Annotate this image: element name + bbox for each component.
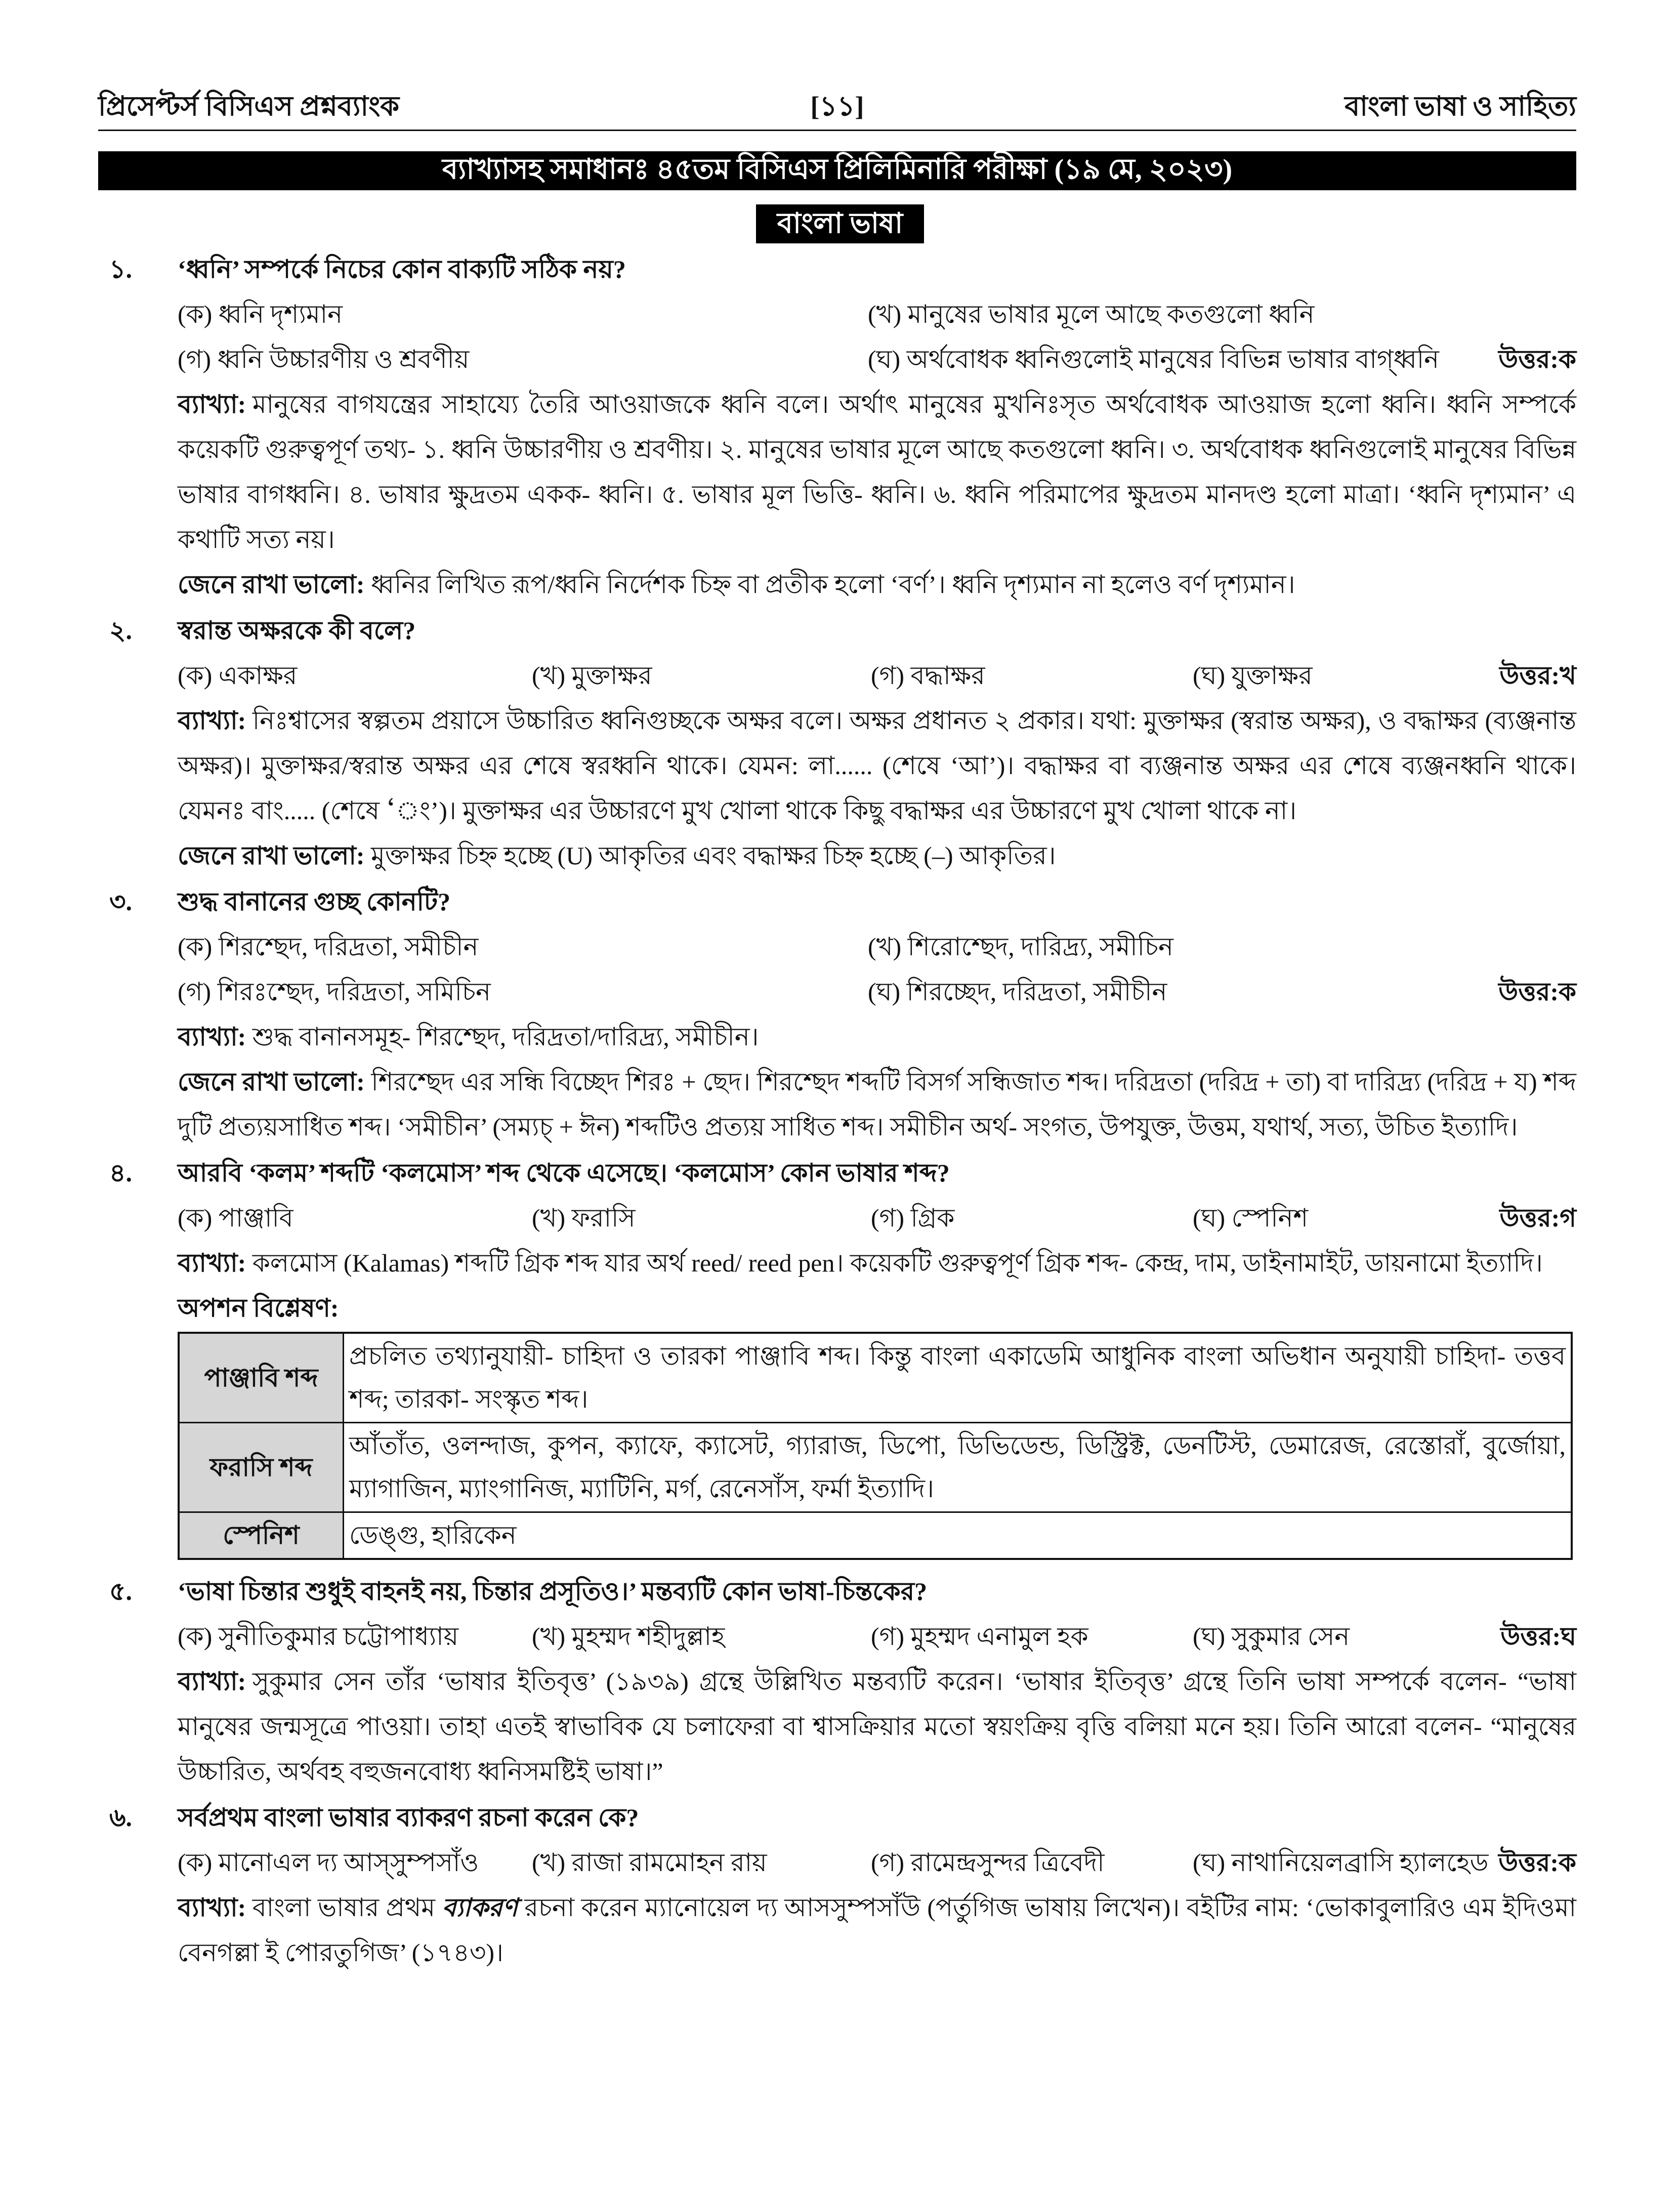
option-kha: (খ) রাজা রামমোহন রায়: [532, 1848, 767, 1877]
question-text: ‘ধ্বনি’ সম্পর্কে নিচের কোন বাক্যটি সঠিক নয়?: [178, 255, 626, 283]
answer: উত্তর:খ: [1499, 661, 1576, 690]
option-analysis-table: [178, 1332, 1573, 1560]
question-row: [98, 879, 1576, 924]
explanation-text-after: রচনা করেন ম্যানোয়েল দ্য আসসুম্পসাঁউ (পর্তুগিজ ভাষায় লিখেন)। বইটির নাম: ‘ভোকাবুলারিও এম ইদিওমা বেনগল্লা ই পোরতুগিজ’ (১৭৪৩)।: [178, 1893, 1576, 1967]
option-ga: (গ) বদ্ধাক্ষর: [871, 661, 985, 690]
question-block-5: [98, 1569, 1576, 1794]
section-heading-wrap: [0, 204, 1680, 243]
option-kha: (খ) ফরাসি: [532, 1204, 636, 1232]
option-gha: (ঘ) নাথানিয়েলব্রাসি হ্যালহেড: [1193, 1848, 1489, 1877]
explanation-label: ব্যাখ্যা:: [178, 1667, 246, 1696]
explanation-label: ব্যাখ্যা:: [178, 706, 246, 735]
explanation-label: ব্যাখ্যা:: [178, 1893, 246, 1922]
option-ka: (ক) সুনীতিকুমার চট্টোপাধ্যায়: [178, 1622, 459, 1651]
question-text: সর্বপ্রথম বাংলা ভাষার ব্যাকরণ রচনা করেন কে?: [178, 1803, 639, 1832]
option-kha: (খ) মুহম্মদ শহীদুল্লাহ: [532, 1622, 725, 1651]
question-number: ৩.: [109, 887, 133, 916]
row-label: স্পেনিশ: [179, 1512, 344, 1559]
explanation-label: ব্যাখ্যা:: [178, 390, 246, 418]
question-number: ৬.: [109, 1803, 133, 1832]
explanation-text: কলমোস (Kalamas) শব্দটি গ্রিক শব্দ যার অর্থ reed/ reed pen। কয়েকটি গুরুত্বপূর্ণ গ্রিক শব্দ- কেন্দ্র, দাম, ডাইনামাইট, ডায়নামো ইত্যাদি।: [252, 1249, 1543, 1277]
option-kha: (খ) শিরোশ্ছেদ, দারিদ্র্য, সমীচিন: [868, 933, 1173, 961]
good-to-know-label: জেনে রাখা ভালো:: [178, 1068, 365, 1096]
option-gha: (ঘ) সুকুমার সেন: [1193, 1622, 1350, 1651]
table-row: [179, 1512, 1572, 1559]
explanation: [178, 1885, 1576, 1975]
subject-title: বাংলা ভাষা ও সাহিত্য: [1345, 91, 1576, 121]
explanation: [178, 1241, 1576, 1286]
option-gha: (ঘ) অর্থবোধক ধ্বনিগুলোই মানুষের বিভিন্ন ভাষার বাগ্ধ্বনি: [868, 345, 1439, 373]
answer: উত্তর:ঘ: [1500, 1622, 1576, 1651]
option-ga: (গ) মুহম্মদ এনামুল হক: [871, 1622, 1088, 1651]
good-to-know-text: ধ্বনির লিখিত রূপ/ধ্বনি নির্দেশক চিহ্ন বা প্রতীক হলো ‘বর্ণ’। ধ্বনি দৃশ্যমান না হলেও বর্ণ দৃশ্যমান।: [371, 570, 1295, 599]
question-row: [98, 608, 1576, 653]
explanation: [178, 382, 1576, 562]
question-number: ১.: [109, 255, 132, 283]
explanation-text: নিঃশ্বাসের স্বল্পতম প্রয়াসে উচ্চারিত ধ্বনিগুচ্ছকে অক্ষর বলে। অক্ষর প্রধানত ২ প্রকার। যথা: মুক্তাক্ষর (স্বরান্ত অক্ষর), ও বদ্ধাক্ষর (ব্যঞ্জনান্ত অক্ষর)। মুক্তাক্ষর/স্বরান্ত অক্ষর এর শেষে স্বরধ্বনি থাকে। যেমন: লা...... (শেষে ‘আ’)। বদ্ধাক্ষর বা ব্যঞ্জনান্ত অক্ষর এর শেষে ব্যঞ্জনধ্বনি থাকে। যেমনঃ বাং..... (শেষে ‘ং’)। মুক্তাক্ষর এর উচ্চারণে মুখ খোলা থাকে কিছু বদ্ধাক্ষর এর উচ্চারণে মুখ খোলা থাকে না।: [178, 706, 1576, 825]
question-block-6: [98, 1795, 1576, 1975]
question-number: ২.: [109, 616, 133, 645]
answer: উত্তর:ক: [1498, 1848, 1576, 1877]
options: [178, 1614, 1576, 1659]
table-row: [179, 1333, 1572, 1423]
answer: উত্তর:ক: [1498, 345, 1576, 373]
question-text: শুদ্ধ বানানের গুচ্ছ কোনটি?: [178, 887, 451, 916]
option-kha: (খ) মুক্তাক্ষর: [532, 661, 652, 690]
running-header: [98, 85, 1576, 131]
good-to-know-text: শিরশ্ছেদ এর সন্ধি বিচ্ছেদ শিরঃ + ছেদ। শিরশ্ছেদ শব্দটি বিসর্গ সন্ধিজাত শব্দ। দরিদ্রতা (দরিদ্র + তা) বা দারিদ্র্য (দরিদ্র + য) শব্দ দুটি প্রত্যয়সাধিত শব্দ। ‘সমীচীন’ (সম্যচ্ + ঈন) শব্দটিও প্রত্যয় সাধিত শব্দ। সমীচীন অর্থ- সংগত, উপযুক্ত, উত্তম, যথার্থ, সত্য, উচিত ইত্যাদি।: [178, 1068, 1577, 1141]
exam-banner: ব্যাখ্যাসহ সমাধানঃ ৪৫তম বিসিএস প্রিলিমিনারি পরীক্ষা (১৯ মে, ২০২৩): [98, 151, 1576, 190]
page-number: [১১]: [810, 91, 864, 121]
section-title: বাংলা ভাষা: [756, 204, 925, 243]
option-analysis-heading: অপশন বিশ্লেষণ:: [178, 1294, 339, 1322]
good-to-know-text: মুক্তাক্ষর চিহ্ন হচ্ছে (U) আকৃতির এবং বদ্ধাক্ষর চিহ্ন হচ্ছে (–) আকৃতির।: [371, 841, 1056, 870]
question-text: স্বরান্ত অক্ষরকে কী বলে?: [178, 616, 416, 645]
explanation: [178, 1659, 1576, 1794]
explanation-text: মানুষের বাগযন্ত্রের সাহায্যে তৈরি আওয়াজকে ধ্বনি বলে। অর্থাৎ মানুষের মুখনিঃসৃত অর্থবোধক আওয়াজ হলো ধ্বনি। ধ্বনি সম্পর্কে কয়েকটি গুরুত্বপূর্ণ তথ্য- ১. ধ্বনি উচ্চারণীয় ও শ্রবণীয়। ২. মানুষের ভাষার মূলে আছে কতগুলো ধ্বনি। ৩. অর্থবোধক ধ্বনিগুলোই মানুষের বিভিন্ন ভাষার বাগধ্বনি। ৪. ভাষার ক্ষুদ্রতম একক- ধ্বনি। ৫. ভাষার মূল ভিত্তি- ধ্বনি। ৬. ধ্বনি পরিমাপের ক্ষুদ্রতম মানদণ্ড হলো মাত্রা। ‘ধ্বনি দৃশ্যমান’ এ কথাটি সত্য নয়।: [178, 390, 1576, 554]
option-ka: (ক) ধ্বনি দৃশ্যমান: [178, 300, 343, 328]
question-block-1: [98, 247, 1576, 607]
row-content: ডেঙ্গু, হারিকেন: [344, 1512, 1572, 1559]
row-label: ফরাসি শব্দ: [179, 1423, 344, 1512]
explanation-text: সুকুমার সেন তাঁর ‘ভাষার ইতিবৃত্ত’ (১৯৩৯) গ্রন্থে উল্লিখিত মন্তব্যটি করেন। ‘ভাষার ইতিবৃত্ত’ গ্রন্থে তিনি ভাষা সম্পর্কে বলেন- “ভাষা মানুষের জন্মসূত্রে পাওয়া। তাহা এতই স্বাভাবিক যে চলাফেরা বা শ্বাসক্রিয়ার মতো স্বয়ংক্রিয় বৃত্তি বলিয়া মনে হয়। তিনি আরো বলেন- “মানুষের উচ্চারিত, অর্থবহ বহুজনবোধ্য ধ্বনিসমষ্টিই ভাষা।”: [178, 1667, 1576, 1786]
book-title: প্রিসেপ্টর্স বিসিএস প্রশ্নব্যাংক: [98, 91, 400, 121]
explanation-emphasis: ব্যাকরণ: [442, 1893, 518, 1922]
good-to-know: [178, 1060, 1576, 1150]
row-content: প্রচলিত তথ্যানুযায়ী- চাহিদা ও তারকা পাঞ্জাবি শব্দ। কিন্তু বাংলা একাডেমি আধুনিক বাংলা অভিধান অনুযায়ী চাহিদা- তত্তব শব্দ; তারকা- সংস্কৃত শব্দ।: [344, 1333, 1572, 1423]
row-label: পাঞ্জাবি শব্দ: [179, 1333, 344, 1423]
option-ka: (ক) শিরশ্ছেদ, দরিদ্রতা, সমীচীন: [178, 933, 479, 961]
option-gha: (ঘ) শিরচ্ছেদ, দরিদ্রতা, সমীচীন: [868, 978, 1167, 1006]
table-row: [179, 1423, 1572, 1512]
option-ga: (গ) শিরঃশ্ছেদ, দরিদ্রতা, সমিচিন: [178, 978, 491, 1006]
option-ga: (গ) রামেন্দ্রসুন্দর ত্রিবেদী: [871, 1848, 1105, 1877]
explanation-label: ব্যাখ্যা:: [178, 1249, 246, 1277]
question-text: আরবি ‘কলম’ শব্দটি ‘কলমোস’ শব্দ থেকে এসেছে। ‘কলমোস’ কোন ভাষার শব্দ?: [178, 1159, 950, 1187]
row-content: আঁতাঁত, ওলন্দাজ, কুপন, ক্যাফে, ক্যাসেট, গ্যারাজ, ডিপো, ডিভিডেন্ড, ডিস্ট্রিক্ট, ডেনটিস্ট, ডেমারেজ, রেস্তোরাঁ, বুর্জোয়া, ম্যাগাজিন, ম্যাংগানিজ, ম্যাটিনি, মর্গ, রেনেসাঁস, ফর্মা ইত্যাদি।: [344, 1423, 1572, 1512]
question-row: [98, 1569, 1576, 1614]
option-ka: (ক) একাক্ষর: [178, 661, 298, 690]
explanation-label: ব্যাখ্যা:: [178, 1023, 246, 1051]
options: [178, 924, 1576, 1015]
question-number: ৫.: [109, 1577, 132, 1605]
question-row: [98, 1795, 1576, 1840]
question-text: ‘ভাষা চিন্তার শুধুই বাহনই নয়, চিন্তার প্রসূতিও।’ মন্তব্যটি কোন ভাষা-চিন্তকের?: [178, 1577, 928, 1605]
option-ka: (ক) পাঞ্জাবি: [178, 1204, 293, 1232]
question-row: [98, 1151, 1576, 1196]
question-block-4: [98, 1151, 1576, 1560]
explanation-text: শুদ্ধ বানানসমূহ- শিরশ্ছেদ, দরিদ্রতা/দারিদ্র্য, সমীচীন।: [252, 1023, 759, 1051]
good-to-know: [178, 562, 1576, 607]
explanation: [178, 698, 1576, 833]
good-to-know-label: জেনে রাখা ভালো:: [178, 570, 365, 599]
option-gha: (ঘ) স্পেনিশ: [1193, 1204, 1309, 1232]
options: [178, 1840, 1576, 1885]
good-to-know: [178, 833, 1576, 878]
question-number: ৪.: [109, 1159, 132, 1187]
options: [178, 1196, 1576, 1241]
content: [98, 247, 1576, 1976]
option-ka: (ক) মানোএল দ্য আস্সুম্পসাঁও: [178, 1848, 479, 1877]
options: [178, 653, 1576, 698]
good-to-know-label: জেনে রাখা ভালো:: [178, 841, 365, 870]
options: [178, 292, 1576, 382]
question-row: [98, 247, 1576, 292]
question-block-3: [98, 879, 1576, 1150]
option-gha: (ঘ) যুক্তাক্ষর: [1193, 661, 1313, 690]
option-ga: (গ) ধ্বনি উচ্চারণীয় ও শ্রবণীয়: [178, 345, 470, 373]
answer: উত্তর:গ: [1499, 1204, 1576, 1232]
explanation-text-before: বাংলা ভাষার প্রথম: [252, 1893, 442, 1922]
question-block-2: [98, 608, 1576, 878]
explanation: [178, 1015, 1576, 1060]
option-ga: (গ) গ্রিক: [871, 1204, 955, 1232]
option-kha: (খ) মানুষের ভাষার মূলে আছে কতগুলো ধ্বনি: [868, 300, 1315, 328]
answer: উত্তর:ক: [1498, 978, 1576, 1006]
